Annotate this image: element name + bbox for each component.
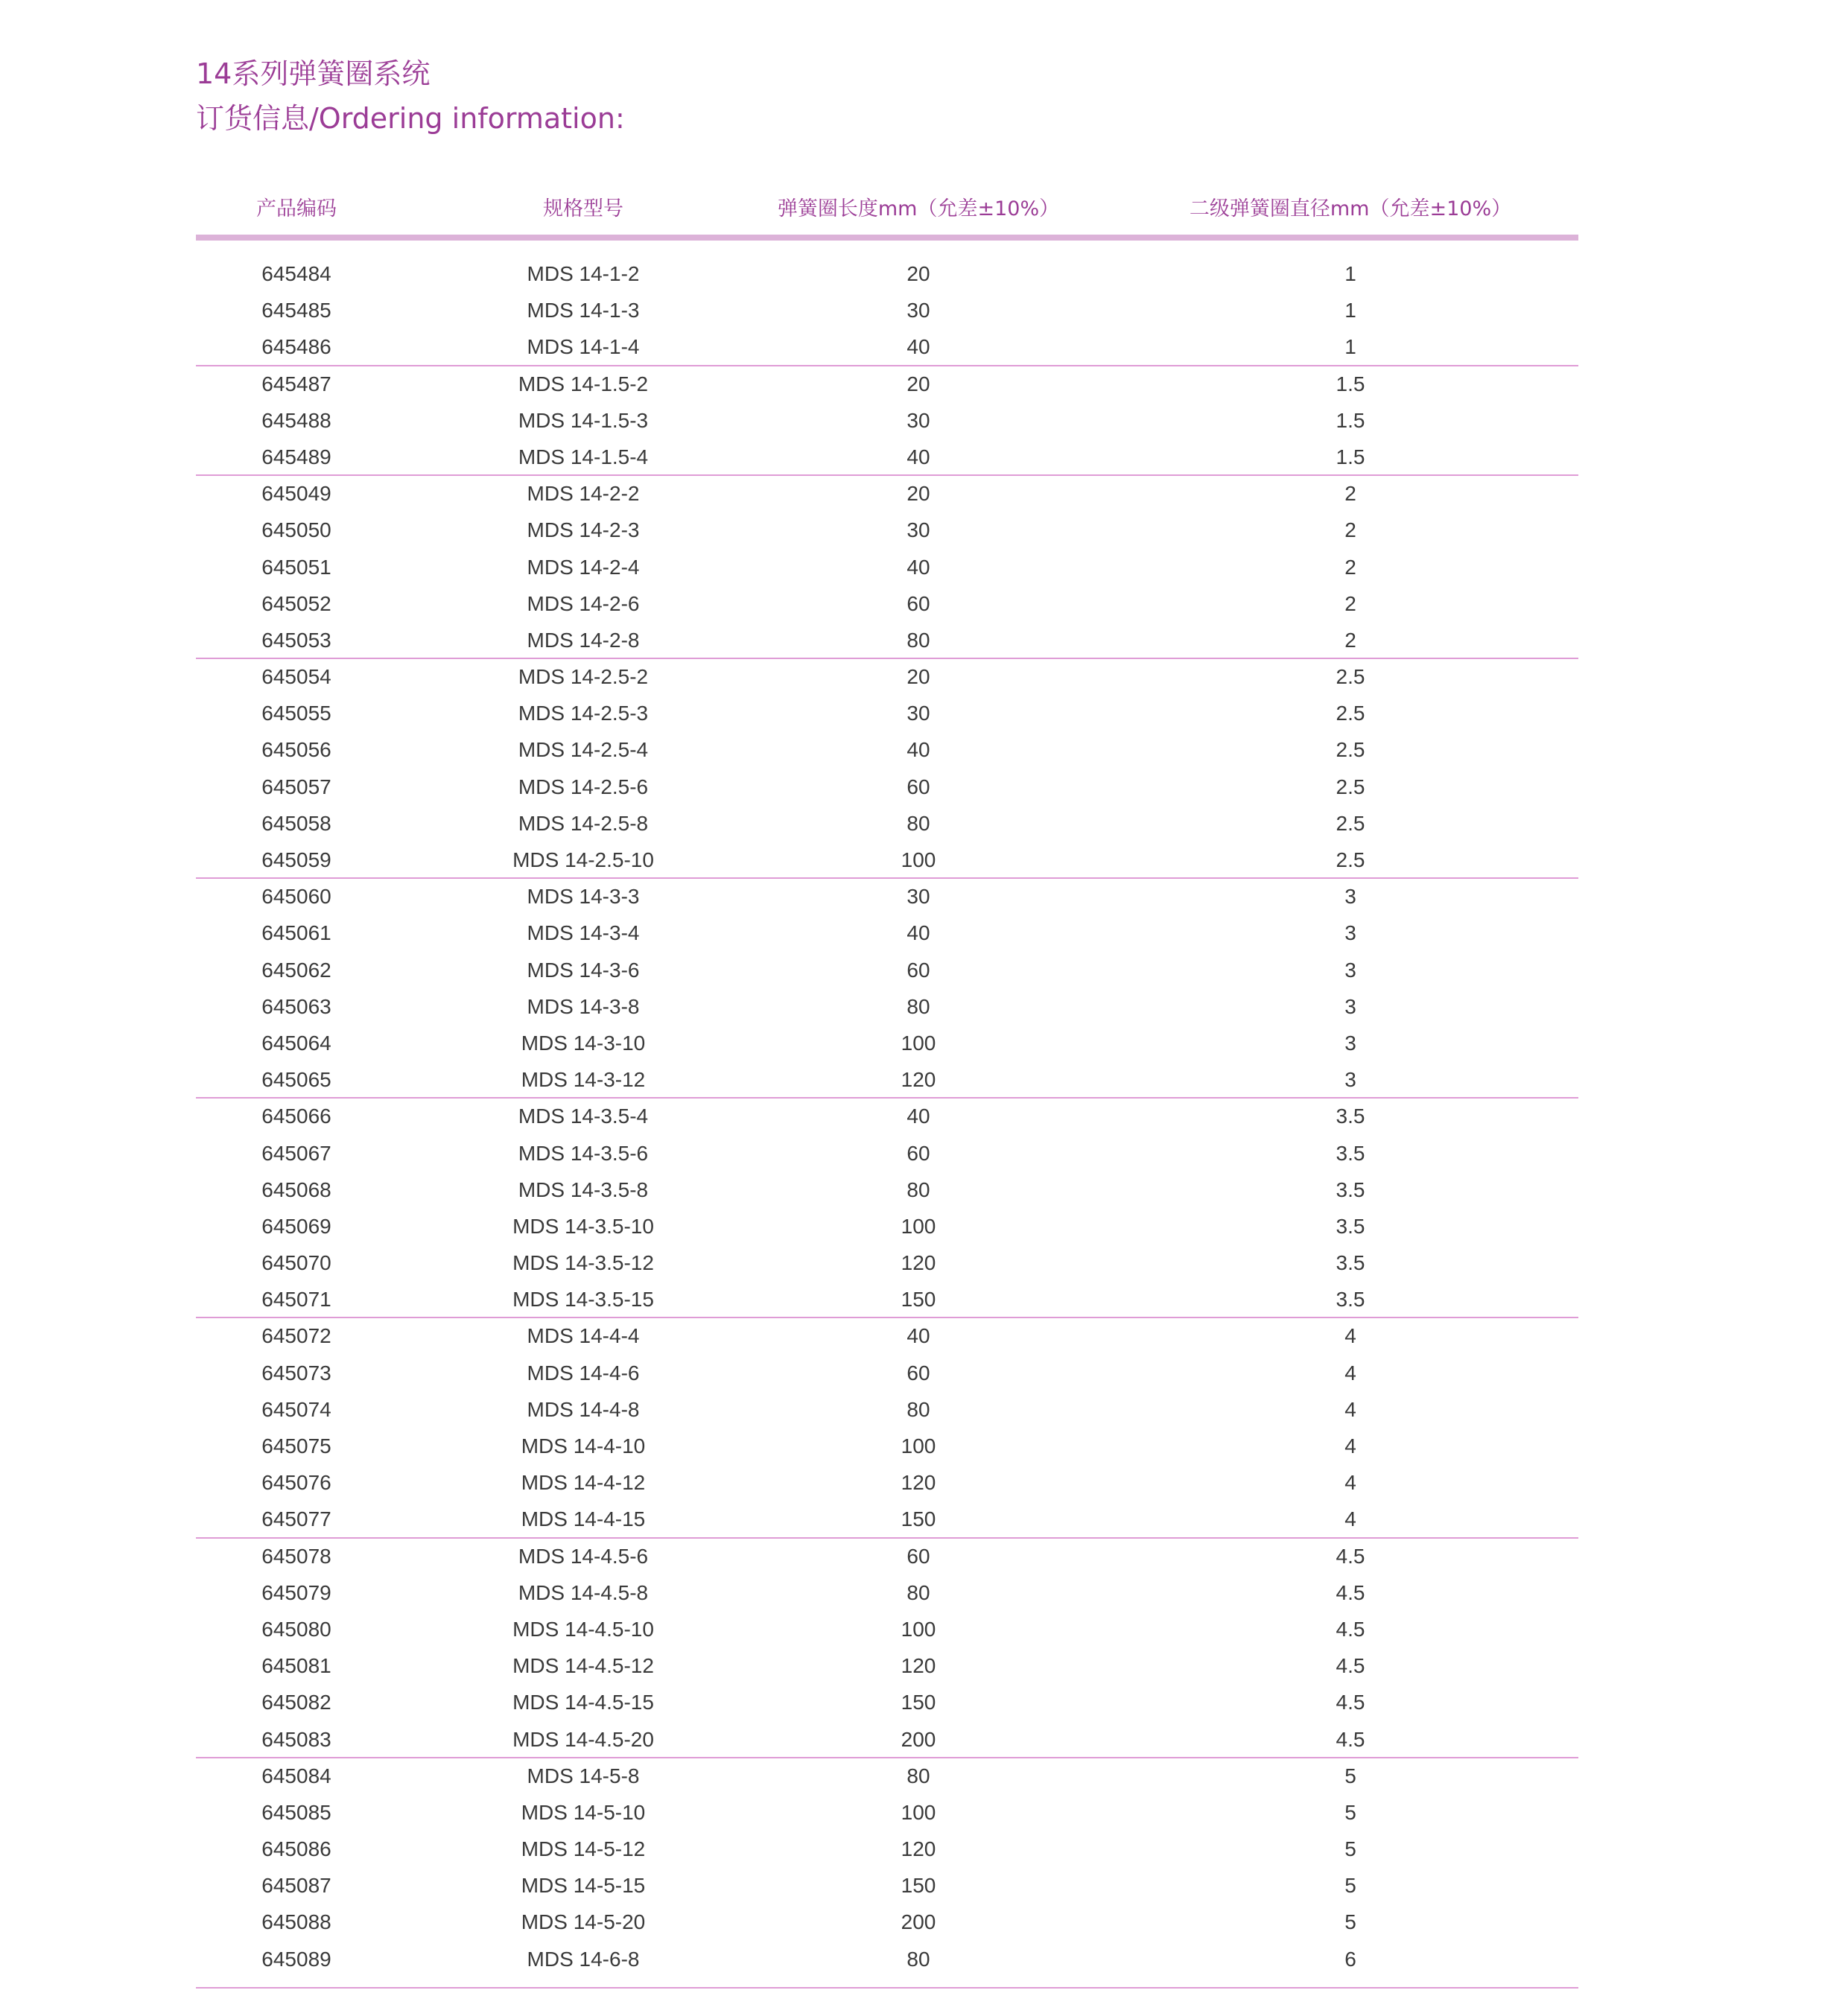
table-row <box>196 658 1578 695</box>
coil-diameter-cell: 2.5 <box>1336 848 1365 871</box>
table-row <box>196 1245 1578 1281</box>
model-cell: MDS 14-3-3 <box>527 885 640 909</box>
table-row <box>196 1464 1578 1501</box>
coil-diameter-cell: 3.5 <box>1336 1104 1365 1128</box>
coil-length-cell: 80 <box>906 994 930 1018</box>
table-row <box>196 1647 1578 1684</box>
model-cell: MDS 14-1.5-2 <box>518 372 649 395</box>
coil-length-cell: 100 <box>901 1214 936 1238</box>
product-code-cell: 645053 <box>261 628 331 652</box>
coil-length-cell: 60 <box>906 1361 930 1385</box>
coil-diameter-cell: 3 <box>1344 921 1356 945</box>
model-cell: MDS 14-3.5-12 <box>512 1251 654 1275</box>
table-row <box>196 622 1578 658</box>
coil-length-cell: 100 <box>901 848 936 871</box>
column-header-coil-diameter: 二级弹簧圈直径mm（允差±10%） <box>1189 197 1512 220</box>
coil-length-cell: 120 <box>901 1068 936 1092</box>
table-row <box>196 915 1578 951</box>
model-cell: MDS 14-2-6 <box>527 591 640 615</box>
coil-diameter-cell: 2 <box>1344 518 1356 542</box>
product-code-cell: 645068 <box>261 1177 331 1201</box>
model-cell: MDS 14-1-4 <box>527 335 640 359</box>
table-bottom-divider <box>196 1987 1578 1989</box>
table-row <box>196 475 1578 512</box>
coil-length-cell: 20 <box>906 482 930 506</box>
coil-diameter-cell: 2.5 <box>1336 775 1365 798</box>
product-code-cell: 645074 <box>261 1397 331 1421</box>
product-code-cell: 645086 <box>261 1837 331 1861</box>
product-code-cell: 645084 <box>261 1764 331 1787</box>
ordering-table <box>196 255 1578 1977</box>
coil-diameter-cell: 1 <box>1344 335 1356 359</box>
table-row <box>196 1758 1578 1794</box>
coil-diameter-cell: 4 <box>1344 1397 1356 1421</box>
column-header-coil-length: 弹簧圈长度mm（允差±10%） <box>777 197 1060 220</box>
model-cell: MDS 14-4-10 <box>521 1434 646 1458</box>
table-row <box>196 1538 1578 1574</box>
model-cell: MDS 14-2.5-4 <box>518 738 649 762</box>
table-row <box>196 1355 1578 1391</box>
coil-diameter-cell: 5 <box>1344 1910 1356 1934</box>
model-cell: MDS 14-5-20 <box>521 1910 646 1934</box>
coil-length-cell: 40 <box>906 445 930 468</box>
coil-length-cell: 80 <box>906 811 930 835</box>
product-code-cell: 645049 <box>261 482 331 506</box>
coil-diameter-cell: 4 <box>1344 1434 1356 1458</box>
coil-diameter-cell: 6 <box>1344 1947 1356 1971</box>
product-code-cell: 645085 <box>261 1800 331 1824</box>
column-header-product-code: 产品编码 <box>256 197 337 220</box>
model-cell: MDS 14-3-8 <box>527 994 640 1018</box>
model-cell: MDS 14-2.5-2 <box>518 665 649 689</box>
coil-length-cell: 30 <box>906 518 930 542</box>
table-row <box>196 1172 1578 1208</box>
product-code-cell: 645082 <box>261 1691 331 1714</box>
coil-diameter-cell: 1 <box>1344 299 1356 322</box>
table-row <box>196 585 1578 622</box>
model-cell: MDS 14-4-6 <box>527 1361 640 1385</box>
coil-length-cell: 120 <box>901 1837 936 1861</box>
coil-diameter-cell: 3.5 <box>1336 1141 1365 1165</box>
coil-length-cell: 30 <box>906 408 930 432</box>
model-cell: MDS 14-1.5-4 <box>518 445 649 468</box>
table-row <box>196 1941 1578 1977</box>
coil-diameter-cell: 2 <box>1344 482 1356 506</box>
model-cell: MDS 14-5-15 <box>521 1874 646 1898</box>
coil-diameter-cell: 3 <box>1344 885 1356 909</box>
model-cell: MDS 14-1-2 <box>527 262 640 285</box>
table-row <box>196 731 1578 768</box>
coil-diameter-cell: 1 <box>1344 262 1356 285</box>
page-title: 14系列弹簧圈系统 <box>196 57 431 90</box>
table-row <box>196 292 1578 328</box>
table-row <box>196 1428 1578 1464</box>
product-code-cell: 645072 <box>261 1324 331 1348</box>
table-row <box>196 402 1578 439</box>
product-code-cell: 645057 <box>261 775 331 798</box>
model-cell: MDS 14-3-4 <box>527 921 640 945</box>
model-cell: MDS 14-3.5-15 <box>512 1288 654 1312</box>
product-code-cell: 645089 <box>261 1947 331 1971</box>
table-row <box>196 695 1578 731</box>
coil-diameter-cell: 2.5 <box>1336 665 1365 689</box>
model-cell: MDS 14-2.5-6 <box>518 775 649 798</box>
model-cell: MDS 14-4.5-6 <box>518 1544 649 1568</box>
coil-diameter-cell: 3.5 <box>1336 1288 1365 1312</box>
table-row <box>196 1135 1578 1172</box>
model-cell: MDS 14-3-12 <box>521 1068 646 1092</box>
model-cell: MDS 14-3.5-6 <box>518 1141 649 1165</box>
product-code-cell: 645487 <box>261 372 331 395</box>
model-cell: MDS 14-3-10 <box>521 1031 646 1055</box>
coil-diameter-cell: 3 <box>1344 958 1356 982</box>
coil-diameter-cell: 4.5 <box>1336 1691 1365 1714</box>
product-code-cell: 645069 <box>261 1214 331 1238</box>
coil-length-cell: 80 <box>906 1177 930 1201</box>
coil-length-cell: 20 <box>906 372 930 395</box>
coil-diameter-cell: 3 <box>1344 1031 1356 1055</box>
product-code-cell: 645484 <box>261 262 331 285</box>
model-cell: MDS 14-1.5-3 <box>518 408 649 432</box>
coil-length-cell: 80 <box>906 1764 930 1787</box>
product-code-cell: 645071 <box>261 1288 331 1312</box>
coil-length-cell: 20 <box>906 665 930 689</box>
product-code-cell: 645056 <box>261 738 331 762</box>
coil-length-cell: 120 <box>901 1654 936 1678</box>
product-code-cell: 645083 <box>261 1727 331 1751</box>
coil-diameter-cell: 4 <box>1344 1471 1356 1495</box>
product-code-cell: 645067 <box>261 1141 331 1165</box>
product-code-cell: 645073 <box>261 1361 331 1385</box>
model-cell: MDS 14-2-4 <box>527 555 640 579</box>
coil-length-cell: 120 <box>901 1471 936 1495</box>
product-code-cell: 645060 <box>261 885 331 909</box>
product-code-cell: 645054 <box>261 665 331 689</box>
model-cell: MDS 14-4-15 <box>521 1507 646 1531</box>
coil-length-cell: 30 <box>906 299 930 322</box>
product-code-cell: 645052 <box>261 591 331 615</box>
coil-length-cell: 60 <box>906 1141 930 1165</box>
coil-diameter-cell: 1.5 <box>1336 408 1365 432</box>
coil-length-cell: 150 <box>901 1691 936 1714</box>
coil-diameter-cell: 3.5 <box>1336 1251 1365 1275</box>
table-row <box>196 805 1578 842</box>
coil-length-cell: 150 <box>901 1507 936 1531</box>
model-cell: MDS 14-5-10 <box>521 1800 646 1824</box>
coil-length-cell: 200 <box>901 1727 936 1751</box>
model-cell: MDS 14-4.5-10 <box>512 1617 654 1641</box>
table-row <box>196 1501 1578 1537</box>
coil-length-cell: 30 <box>906 702 930 725</box>
model-cell: MDS 14-4-12 <box>521 1471 646 1495</box>
model-cell: MDS 14-3-6 <box>527 958 640 982</box>
table-row <box>196 1831 1578 1867</box>
coil-length-cell: 200 <box>901 1910 936 1934</box>
coil-length-cell: 40 <box>906 738 930 762</box>
product-code-cell: 645087 <box>261 1874 331 1898</box>
coil-diameter-cell: 5 <box>1344 1800 1356 1824</box>
table-row <box>196 255 1578 292</box>
product-code-cell: 645063 <box>261 994 331 1018</box>
product-code-cell: 645059 <box>261 848 331 871</box>
coil-diameter-cell: 4.5 <box>1336 1580 1365 1604</box>
model-cell: MDS 14-5-8 <box>527 1764 640 1787</box>
product-code-cell: 645488 <box>261 408 331 432</box>
header-divider <box>196 235 1578 241</box>
coil-diameter-cell: 3.5 <box>1336 1177 1365 1201</box>
coil-diameter-cell: 4.5 <box>1336 1727 1365 1751</box>
coil-length-cell: 30 <box>906 885 930 909</box>
coil-length-cell: 80 <box>906 1947 930 1971</box>
coil-length-cell: 60 <box>906 1544 930 1568</box>
coil-diameter-cell: 4.5 <box>1336 1654 1365 1678</box>
coil-length-cell: 60 <box>906 775 930 798</box>
table-row <box>196 769 1578 805</box>
coil-length-cell: 150 <box>901 1874 936 1898</box>
product-code-cell: 645088 <box>261 1910 331 1934</box>
model-cell: MDS 14-3.5-10 <box>512 1214 654 1238</box>
coil-diameter-cell: 2.5 <box>1336 738 1365 762</box>
coil-length-cell: 60 <box>906 591 930 615</box>
table-row <box>196 1098 1578 1134</box>
table-row <box>196 512 1578 548</box>
product-code-cell: 645064 <box>261 1031 331 1055</box>
coil-length-cell: 100 <box>901 1434 936 1458</box>
coil-length-cell: 120 <box>901 1251 936 1275</box>
coil-length-cell: 20 <box>906 262 930 285</box>
table-row <box>196 1281 1578 1317</box>
product-code-cell: 645070 <box>261 1251 331 1275</box>
coil-length-cell: 40 <box>906 555 930 579</box>
coil-diameter-cell: 2 <box>1344 628 1356 652</box>
coil-length-cell: 40 <box>906 1104 930 1128</box>
model-cell: MDS 14-2.5-10 <box>512 848 654 871</box>
product-code-cell: 645078 <box>261 1544 331 1568</box>
product-code-cell: 645061 <box>261 921 331 945</box>
coil-length-cell: 80 <box>906 1397 930 1421</box>
coil-diameter-cell: 4 <box>1344 1324 1356 1348</box>
model-cell: MDS 14-4.5-20 <box>512 1727 654 1751</box>
table-row <box>196 366 1578 402</box>
model-cell: MDS 14-4.5-15 <box>512 1691 654 1714</box>
product-code-cell: 645050 <box>261 518 331 542</box>
product-code-cell: 645075 <box>261 1434 331 1458</box>
product-code-cell: 645076 <box>261 1471 331 1495</box>
model-cell: MDS 14-4-8 <box>527 1397 640 1421</box>
coil-length-cell: 40 <box>906 921 930 945</box>
coil-length-cell: 80 <box>906 628 930 652</box>
product-code-cell: 645081 <box>261 1654 331 1678</box>
coil-diameter-cell: 1.5 <box>1336 372 1365 395</box>
coil-diameter-cell: 1.5 <box>1336 445 1365 468</box>
table-row <box>196 1794 1578 1831</box>
model-cell: MDS 14-3.5-8 <box>518 1177 649 1201</box>
model-cell: MDS 14-4-4 <box>527 1324 640 1348</box>
coil-length-cell: 150 <box>901 1288 936 1312</box>
model-cell: MDS 14-2-8 <box>527 628 640 652</box>
coil-diameter-cell: 2 <box>1344 591 1356 615</box>
model-cell: MDS 14-4.5-8 <box>518 1580 649 1604</box>
coil-length-cell: 100 <box>901 1800 936 1824</box>
model-cell: MDS 14-1-3 <box>527 299 640 322</box>
column-header-model: 规格型号 <box>543 197 623 220</box>
coil-length-cell: 100 <box>901 1031 936 1055</box>
product-code-cell: 645065 <box>261 1068 331 1092</box>
table-row <box>196 1025 1578 1061</box>
model-cell: MDS 14-2.5-8 <box>518 811 649 835</box>
coil-length-cell: 60 <box>906 958 930 982</box>
table-row <box>196 1867 1578 1904</box>
coil-length-cell: 80 <box>906 1580 930 1604</box>
table-row <box>196 1317 1578 1354</box>
product-code-cell: 645485 <box>261 299 331 322</box>
coil-diameter-cell: 4 <box>1344 1361 1356 1385</box>
model-cell: MDS 14-2-3 <box>527 518 640 542</box>
product-code-cell: 645486 <box>261 335 331 359</box>
coil-length-cell: 100 <box>901 1617 936 1641</box>
coil-diameter-cell: 3.5 <box>1336 1214 1365 1238</box>
page-subtitle: 订货信息/Ordering information: <box>196 102 625 135</box>
model-cell: MDS 14-2.5-3 <box>518 702 649 725</box>
product-code-cell: 645055 <box>261 702 331 725</box>
coil-diameter-cell: 3 <box>1344 994 1356 1018</box>
table-row <box>196 1391 1578 1428</box>
coil-diameter-cell: 4.5 <box>1336 1544 1365 1568</box>
table-row <box>196 1574 1578 1611</box>
model-cell: MDS 14-6-8 <box>527 1947 640 1971</box>
table-row <box>196 328 1578 365</box>
model-cell: MDS 14-2-2 <box>527 482 640 506</box>
coil-diameter-cell: 2.5 <box>1336 702 1365 725</box>
model-cell: MDS 14-5-12 <box>521 1837 646 1861</box>
product-code-cell: 645489 <box>261 445 331 468</box>
table-row <box>196 952 1578 988</box>
table-row <box>196 1061 1578 1098</box>
coil-diameter-cell: 5 <box>1344 1874 1356 1898</box>
table-row <box>196 878 1578 915</box>
table-row <box>196 1904 1578 1940</box>
coil-diameter-cell: 5 <box>1344 1764 1356 1787</box>
coil-diameter-cell: 5 <box>1344 1837 1356 1861</box>
coil-diameter-cell: 4 <box>1344 1507 1356 1531</box>
product-code-cell: 645066 <box>261 1104 331 1128</box>
coil-length-cell: 40 <box>906 1324 930 1348</box>
coil-diameter-cell: 3 <box>1344 1068 1356 1092</box>
table-row <box>196 1208 1578 1245</box>
coil-diameter-cell: 2 <box>1344 555 1356 579</box>
table-row <box>196 988 1578 1025</box>
table-row <box>196 1721 1578 1758</box>
product-code-cell: 645080 <box>261 1617 331 1641</box>
table-row <box>196 1684 1578 1720</box>
model-cell: MDS 14-4.5-12 <box>512 1654 654 1678</box>
product-code-cell: 645062 <box>261 958 331 982</box>
coil-diameter-cell: 2.5 <box>1336 811 1365 835</box>
table-header <box>196 191 1578 228</box>
product-code-cell: 645079 <box>261 1580 331 1604</box>
coil-diameter-cell: 4.5 <box>1336 1617 1365 1641</box>
table-row <box>196 439 1578 475</box>
coil-length-cell: 40 <box>906 335 930 359</box>
table-row <box>196 842 1578 878</box>
model-cell: MDS 14-3.5-4 <box>518 1104 649 1128</box>
product-code-cell: 645051 <box>261 555 331 579</box>
product-code-cell: 645077 <box>261 1507 331 1531</box>
product-code-cell: 645058 <box>261 811 331 835</box>
table-row <box>196 1611 1578 1647</box>
table-row <box>196 549 1578 585</box>
